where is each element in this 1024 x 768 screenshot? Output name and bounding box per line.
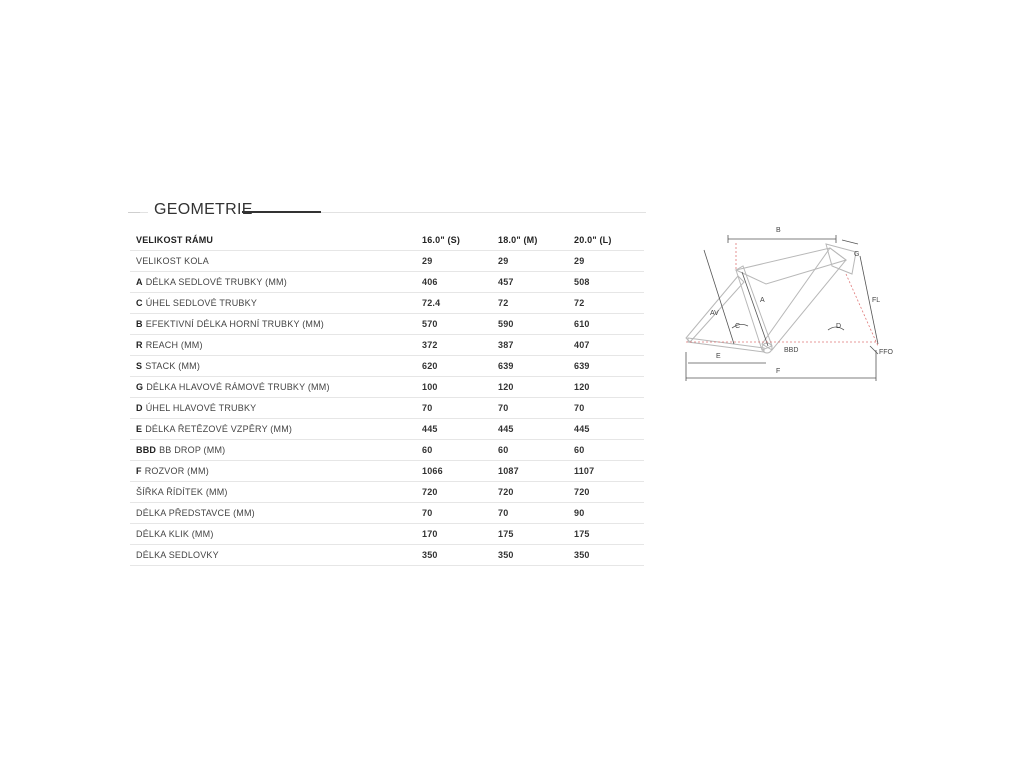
table-row	[130, 419, 644, 440]
row-value: 120	[568, 377, 644, 398]
row-label-text: ŠÍŘKA ŘÍDÍTEK (MM)	[136, 487, 228, 497]
row-label-text: STACK (MM)	[145, 361, 201, 371]
chain-stay	[688, 338, 764, 352]
row-label-text: DÉLKA PŘEDSTAVCE (MM)	[136, 508, 255, 518]
label-av: AV	[710, 310, 719, 317]
row-label-text: ÚHEL SEDLOVÉ TRUBKY	[145, 298, 258, 308]
table-row	[130, 335, 644, 356]
geometry-table	[130, 230, 644, 566]
row-label	[130, 398, 416, 419]
row-label	[130, 503, 416, 524]
row-value: 387	[492, 335, 568, 356]
bike-geometry-diagram	[676, 218, 906, 383]
row-value: 120	[492, 377, 568, 398]
row-value: 445	[568, 419, 644, 440]
label-ffo: FFO	[879, 349, 893, 356]
row-label	[130, 293, 416, 314]
row-value: 720	[568, 482, 644, 503]
table-row	[130, 377, 644, 398]
row-code: BBD	[136, 445, 157, 455]
row-code: F	[136, 466, 142, 476]
row-value: 1066	[416, 461, 492, 482]
row-label-text: DÉLKA KLIK (MM)	[136, 529, 214, 539]
row-label	[130, 419, 416, 440]
header-frame-size: VELIKOST RÁMU	[130, 230, 416, 251]
frame-outline	[686, 244, 856, 353]
row-code: A	[136, 277, 143, 287]
row-label	[130, 482, 416, 503]
row-value: 610	[568, 314, 644, 335]
section-header	[128, 200, 648, 224]
row-value: 60	[568, 440, 644, 461]
table-row	[130, 503, 644, 524]
row-label-text: REACH (MM)	[145, 340, 203, 350]
row-label	[130, 524, 416, 545]
row-label-text: ÚHEL HLAVOVÉ TRUBKY	[145, 403, 257, 413]
row-value: 70	[492, 398, 568, 419]
row-value: 29	[416, 251, 492, 272]
row-label-text: BB DROP (MM)	[159, 445, 226, 455]
row-value: 570	[416, 314, 492, 335]
row-label	[130, 251, 416, 272]
row-code: B	[136, 319, 143, 329]
label-e: E	[716, 353, 721, 360]
row-value: 170	[416, 524, 492, 545]
row-value: 350	[568, 545, 644, 566]
row-value: 72.4	[416, 293, 492, 314]
top-tube	[736, 248, 846, 284]
label-c: C	[735, 323, 741, 330]
table-row	[130, 398, 644, 419]
row-label-text: DÉLKA HLAVOVÉ RÁMOVÉ TRUBKY (MM)	[146, 382, 330, 392]
table-row	[130, 356, 644, 377]
row-value: 1087	[492, 461, 568, 482]
row-label-text: DÉLKA SEDLOVÉ TRUBKY (MM)	[145, 277, 287, 287]
header-size-s: 16.0" (S)	[416, 230, 492, 251]
row-value: 100	[416, 377, 492, 398]
row-label-text: ROZVOR (MM)	[144, 466, 209, 476]
row-value: 406	[416, 272, 492, 293]
row-label	[130, 272, 416, 293]
dimension-lines	[686, 235, 881, 381]
header-size-l: 20.0" (L)	[568, 230, 644, 251]
row-value: 29	[568, 251, 644, 272]
row-value: 445	[492, 419, 568, 440]
row-label	[130, 440, 416, 461]
row-label-text: EFEKTIVNÍ DÉLKA HORNÍ TRUBKY (MM)	[145, 319, 324, 329]
section-title: GEOMETRIE	[148, 201, 259, 219]
table-body	[130, 251, 644, 566]
row-value: 720	[416, 482, 492, 503]
row-value: 60	[416, 440, 492, 461]
dim-g-line	[842, 240, 858, 244]
row-value: 175	[492, 524, 568, 545]
dim-av-line	[704, 250, 734, 344]
row-label-text: VELIKOST KOLA	[136, 256, 209, 266]
table-row	[130, 272, 644, 293]
row-value: 175	[568, 524, 644, 545]
row-value: 445	[416, 419, 492, 440]
row-value: 372	[416, 335, 492, 356]
row-label	[130, 545, 416, 566]
header-size-m: 18.0" (M)	[492, 230, 568, 251]
label-b: B	[776, 227, 781, 234]
row-label	[130, 377, 416, 398]
row-value: 639	[492, 356, 568, 377]
row-value: 60	[492, 440, 568, 461]
row-value: 720	[492, 482, 568, 503]
row-value: 350	[416, 545, 492, 566]
label-fl: FL	[872, 297, 881, 304]
row-value: 70	[492, 503, 568, 524]
row-label	[130, 314, 416, 335]
row-code: R	[136, 340, 143, 350]
row-value: 350	[492, 545, 568, 566]
label-f: F	[776, 368, 781, 375]
row-value: 620	[416, 356, 492, 377]
row-code: E	[136, 424, 143, 434]
dim-ffo-tick	[870, 346, 878, 354]
row-label-text: DÉLKA SEDLOVKY	[136, 550, 219, 560]
table-row	[130, 524, 644, 545]
label-a: A	[760, 297, 765, 304]
label-bbd: BBD	[784, 347, 799, 354]
row-value: 457	[492, 272, 568, 293]
row-label-text: DÉLKA ŘETĚZOVÉ VZPĚRY (MM)	[145, 424, 293, 434]
table-row	[130, 440, 644, 461]
row-value: 70	[416, 398, 492, 419]
row-value: 72	[492, 293, 568, 314]
row-code: G	[136, 382, 144, 392]
row-value: 70	[416, 503, 492, 524]
table-row	[130, 314, 644, 335]
seat-stay	[686, 276, 744, 342]
table-row	[130, 482, 644, 503]
row-value: 639	[568, 356, 644, 377]
table-row	[130, 461, 644, 482]
label-d: D	[836, 323, 842, 330]
row-value: 590	[492, 314, 568, 335]
row-label	[130, 356, 416, 377]
table-row	[130, 251, 644, 272]
row-value: 70	[568, 398, 644, 419]
label-g: G	[854, 251, 860, 258]
row-code: S	[136, 361, 143, 371]
row-label	[130, 335, 416, 356]
row-label	[130, 461, 416, 482]
title-underline	[242, 211, 321, 213]
row-value: 1107	[568, 461, 644, 482]
header-rule-left	[128, 212, 140, 213]
row-code: D	[136, 403, 143, 413]
row-value: 72	[568, 293, 644, 314]
row-value: 508	[568, 272, 644, 293]
row-value: 29	[492, 251, 568, 272]
row-code: C	[136, 298, 143, 308]
row-value: 407	[568, 335, 644, 356]
table-row	[130, 545, 644, 566]
row-value: 90	[568, 503, 644, 524]
table-header-row	[130, 230, 644, 251]
dim-d-ext	[846, 274, 881, 346]
table-row	[130, 293, 644, 314]
